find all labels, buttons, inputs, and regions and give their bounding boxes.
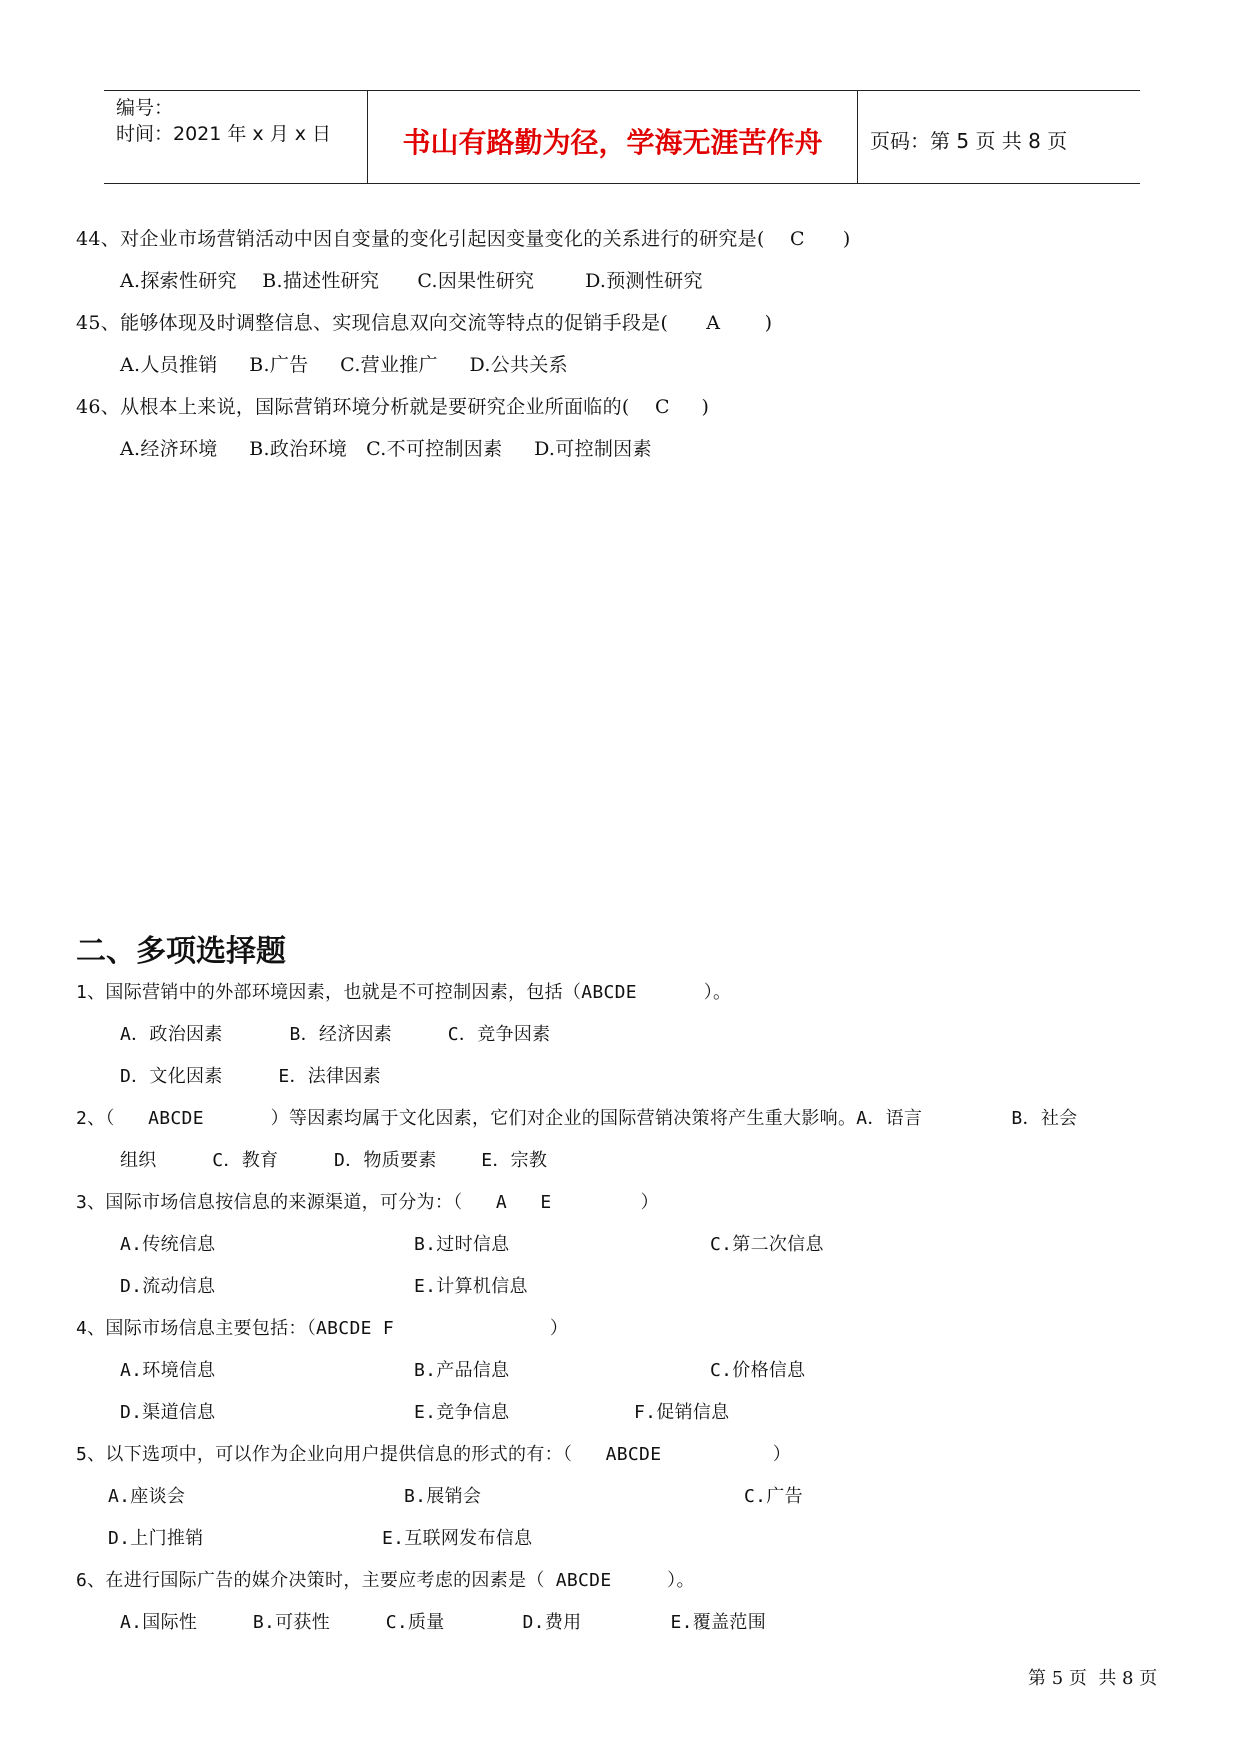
question-46: 46、从根本上来说，国际营销环境分析就是要研究企业所面临的( C ) [76,396,710,418]
multi-question-6-options: A.国际性 B.可获性 C.质量 D.费用 E.覆盖范围 [120,1612,766,1633]
header-meta-cell [104,91,368,183]
q4-option-b: B.产品信息 [414,1360,510,1381]
serial-label: 编号： [116,97,174,119]
multi-question-2: 2、（ ABCDE ）等因素均属于文化因素，它们对企业的国际营销决策将产生重大影响。A．语言 B．社会 [76,1108,1078,1129]
q4-option-f: F.促销信息 [634,1402,730,1423]
time-label: 时间：2021 年 x 月 x 日 [116,123,332,145]
q3-option-b: B.过时信息 [414,1234,510,1255]
q3-option-e: E.计算机信息 [414,1276,528,1297]
question-44: 44、对企业市场营销活动中因自变量的变化引起因变量变化的关系进行的研究是( C ) [76,228,851,250]
q3-option-c: C.第二次信息 [710,1234,824,1255]
page-footer: 第 5 页 共 8 页 [1028,1668,1158,1689]
section-title-multi-choice: 二、多项选择题 [76,934,286,969]
q5-option-d: D.上门推销 [108,1528,204,1549]
question-44-options: A.探索性研究 B.描述性研究 C.因果性研究 D.预测性研究 [120,270,703,292]
question-46-options: A.经济环境 B.政治环境 C.不可控制因素 D.可控制因素 [120,438,652,460]
q4-option-e: E.竞争信息 [414,1402,510,1423]
q3-option-a: A.传统信息 [120,1234,216,1255]
q4-option-c: C.价格信息 [710,1360,806,1381]
multi-question-3: 3、国际市场信息按信息的来源渠道，可分为：（ A E ） [76,1192,659,1213]
multi-question-5: 5、以下选项中，可以作为企业向用户提供信息的形式的有：（ ABCDE ） [76,1444,791,1465]
header-table [104,90,1140,184]
question-45-options: A.人员推销 B.广告 C.营业推广 D.公共关系 [120,354,568,376]
page-label: 页码：第 5 页 共 8 页 [870,129,1068,153]
q4-option-d: D.渠道信息 [120,1402,216,1423]
motto: 书山有路勤为径，学海无涯苦作舟 [402,126,823,159]
question-45: 45、能够体现及时调整信息、实现信息双向交流等特点的促销手段是( A ) [76,312,773,334]
q5-option-e: E.互联网发布信息 [382,1528,533,1549]
q5-option-a: A.座谈会 [108,1486,186,1507]
multi-question-2-continued: 组织 C．教育 D．物质要素 E．宗教 [120,1150,548,1171]
header-motto-cell [368,91,858,183]
multi-question-1: 1、国际营销中的外部环境因素，也就是不可控制因素，包括（ABCDE ）。 [76,982,732,1003]
multi-question-6: 6、在进行国际广告的媒介决策时，主要应考虑的因素是（ ABCDE ）。 [76,1570,695,1591]
multi-question-4: 4、国际市场信息主要包括：（ABCDE F ） [76,1318,569,1339]
q5-option-b: B.展销会 [404,1486,482,1507]
multi-question-1-options-2: D．文化因素 E．法律因素 [120,1066,381,1087]
q5-option-c: C.广告 [744,1486,803,1507]
header-page-cell [858,91,1140,183]
q4-option-a: A.环境信息 [120,1360,216,1381]
q3-option-d: D.流动信息 [120,1276,216,1297]
multi-question-1-options: A．政治因素 B．经济因素 C．竞争因素 [120,1024,551,1045]
